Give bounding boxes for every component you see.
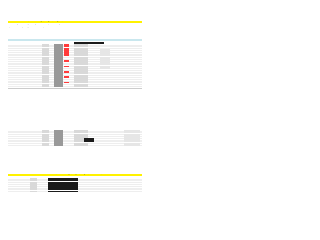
section2-title: BAR SCHEDULE / MASS / TOTALS - INFORMATION ON BAR (Standard Length, Length 1, Length 2, Mass / Cut list) <box>8 174 142 176</box>
table-cell-dark <box>84 140 94 142</box>
sheet-subtitle: Standard length of bar / Length 1 / Length 2 / Total mass per cut list / Weight <box>8 24 62 25</box>
table-cell-label <box>42 85 49 87</box>
table-cell-value <box>74 85 88 87</box>
header-band <box>8 39 142 41</box>
table-cell-value <box>74 144 88 146</box>
sheet-title: DESCRIPTION OF BAR (Standard Length, Length 1, Length 2, Mass / Cut list <box>8 21 142 23</box>
table-cell-label <box>42 144 49 146</box>
table-cell-dark <box>48 191 78 193</box>
table-cell-extra <box>124 144 140 146</box>
table-cell-input[interactable] <box>54 144 63 146</box>
sheet-note: Input values below (yellow) generate schedule output <box>8 27 46 28</box>
table-cell-label <box>30 191 37 193</box>
